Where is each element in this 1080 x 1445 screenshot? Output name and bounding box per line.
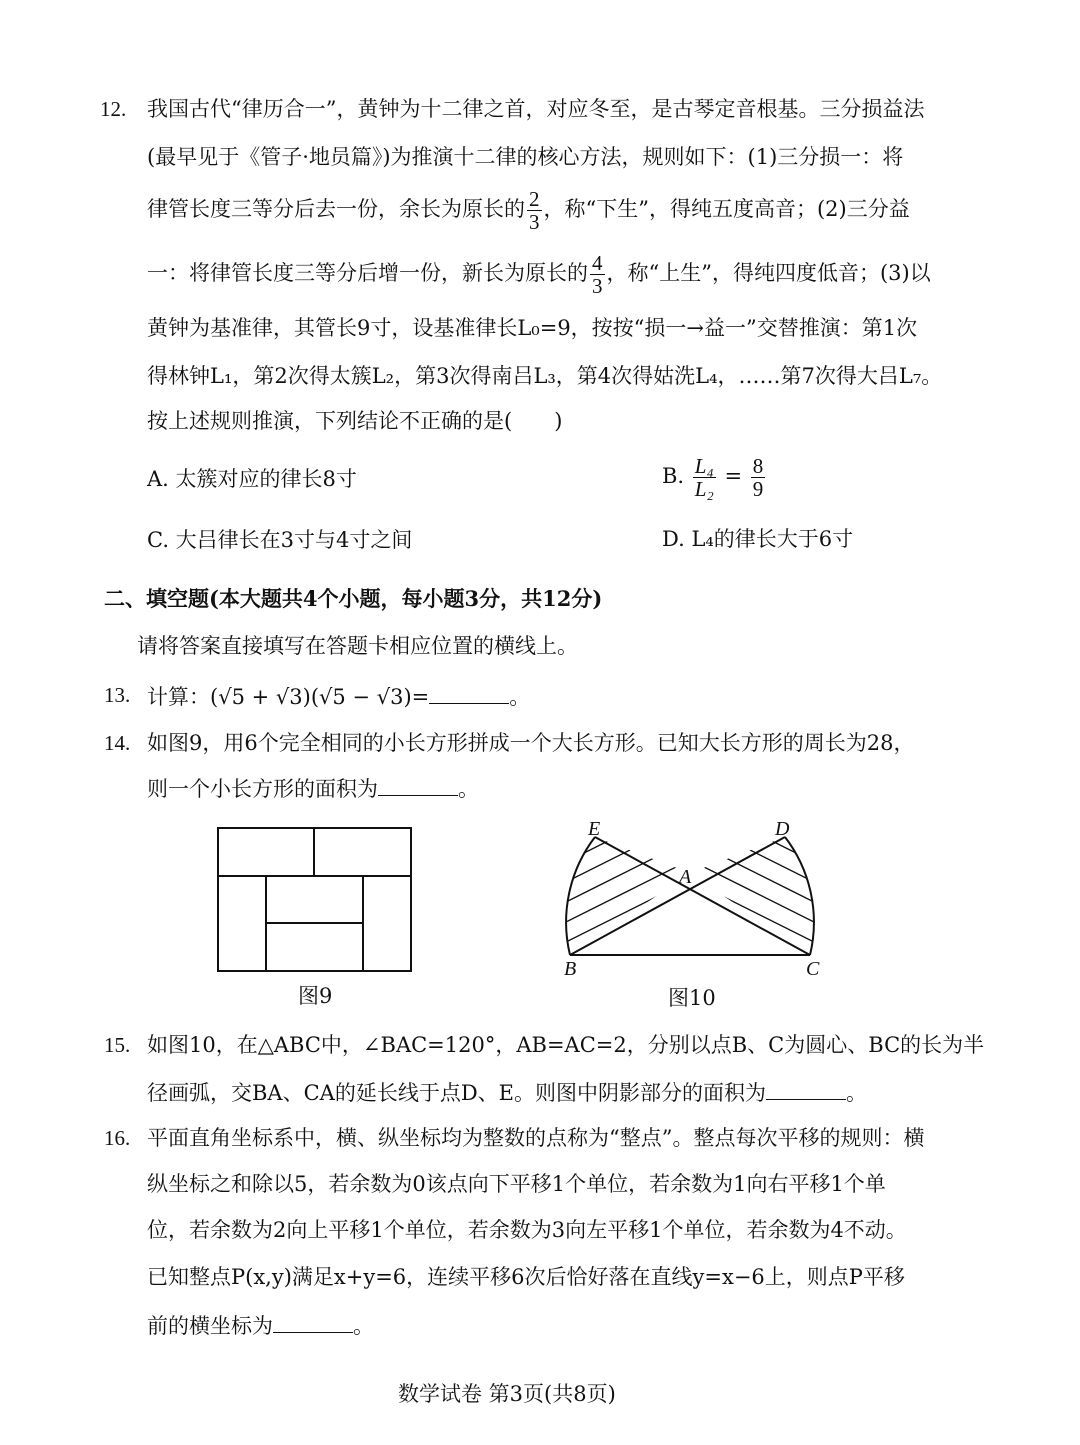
question-text-line: 位，若余数为2向上平移1个单位，若余数为3向左平移1个单位，若余数为4不动。 — [147, 1218, 907, 1242]
label-e: E — [588, 818, 601, 840]
figure-10 — [540, 815, 840, 985]
question-text-line: 如图10，在△ABC中，∠BAC=120°，AB=AC=2，分别以点B、C为圆心、BC的长为半 — [147, 1033, 985, 1057]
option-b — [662, 453, 767, 500]
text-segment: 前的横坐标为 — [147, 1314, 273, 1338]
text-segment: 。 — [509, 685, 531, 709]
label-b: B — [564, 958, 577, 980]
text-segment: 计算：(√5 + √3)(√5 − √3)= — [147, 685, 430, 709]
fraction — [693, 455, 716, 500]
page-footer: 数学试卷 第3页(共8页) — [398, 1382, 616, 1406]
question-text-line — [147, 186, 910, 233]
fraction-denominator: L₂ — [694, 477, 714, 501]
fraction-denominator: 3 — [529, 210, 540, 234]
question-number: 12. — [100, 97, 127, 121]
fraction-numerator: 4 — [592, 250, 603, 275]
text-segment: 律管长度三等分后去一份，余长为原长的 — [147, 197, 525, 221]
question-text-line — [147, 1081, 867, 1104]
question-text-line: 黄钟为基准律，其管长9寸，设基准律长L₀=9，按按“损一→益一”交替推演：第1次 — [147, 316, 918, 340]
option-c: C. 大吕律长在3寸与4寸之间 — [147, 528, 413, 552]
text-segment: ，称“上生”，得纯四度低音；(3)以 — [606, 261, 931, 285]
question-number: 14. — [104, 731, 131, 755]
question-text-line: 纵坐标之和除以5，若余数为0该点向下平移1个单位，若余数为1向右平移1个单 — [147, 1172, 886, 1196]
fraction-denominator: 3 — [592, 274, 603, 298]
fraction-numerator: 2 — [529, 186, 540, 211]
fraction-denominator: 9 — [752, 477, 764, 501]
question-text-line: 如图9，用6个完全相同的小长方形拼成一个大长方形。已知大长方形的周长为28， — [147, 731, 915, 755]
option-a: A. 太簇对应的律长8寸 — [147, 467, 357, 491]
question-text-line: 平面直角坐标系中，横、纵坐标均为整数的点称为“整点”。整点每次平移的规则：横 — [147, 1126, 925, 1150]
text-segment: 。 — [846, 1081, 867, 1105]
option-label: B. — [662, 464, 685, 488]
answer-blank — [378, 777, 458, 796]
fraction — [751, 455, 766, 500]
equals-sign: = — [724, 464, 743, 488]
arc-left — [566, 837, 595, 955]
text-segment: 。 — [458, 777, 479, 801]
question-text-line — [147, 685, 530, 708]
label-d: D — [775, 818, 790, 840]
question-text-line: 得林钟L₁，第2次得太簇L₂，第3次得南吕L₃，第4次得姑洗L₄，……第7次得大吕L₇。 — [147, 364, 943, 388]
fraction-numerator: 8 — [752, 453, 764, 478]
answer-blank — [766, 1081, 846, 1100]
label-a: A — [679, 866, 692, 888]
fraction — [527, 188, 542, 233]
text-segment: 径画弧，交BA、CA的延长线于点D、E。则图中阴影部分的面积为 — [147, 1081, 766, 1105]
figure-9 — [210, 820, 420, 980]
label-c: C — [806, 958, 820, 980]
question-text-line — [147, 777, 479, 800]
question-text-line: 我国古代“律历合一”，黄钟为十二律之首，对应冬至，是古琴定音根基。三分损益法 — [147, 97, 925, 121]
text-segment: ，称“下生”，得纯五度高音；(2)三分益 — [543, 197, 910, 221]
question-number: 15. — [104, 1033, 131, 1057]
question-number: 13. — [104, 683, 131, 707]
fraction-numerator: L₄ — [694, 453, 714, 478]
question-text-line — [147, 250, 931, 297]
question-number: 16. — [104, 1126, 131, 1150]
figure-10-caption: 图10 — [668, 986, 716, 1010]
segment-ce — [595, 837, 810, 955]
question-text-line: 已知整点P(x,y)满足x+y=6，连续平移6次后恰好落在直线y=x−6上，则点P平移 — [147, 1265, 905, 1289]
question-text-line: 按上述规则推演，下列结论不正确的是( ) — [147, 409, 563, 433]
option-d: D. L₄的律长大于6寸 — [662, 527, 854, 551]
text-segment: 一：将律管长度三等分后增一份，新长为原长的 — [147, 261, 588, 285]
arc-right — [785, 837, 814, 955]
question-text-line — [147, 1314, 374, 1337]
fraction — [590, 252, 605, 297]
text-segment: 则一个小长方形的面积为 — [147, 777, 378, 801]
section-instruction: 请将答案直接填写在答题卡相应位置的横线上。 — [137, 634, 578, 658]
section-heading: 二、填空题(本大题共4个小题，每小题3分，共12分) — [104, 586, 603, 611]
answer-blank — [429, 685, 509, 704]
text-segment: 。 — [353, 1314, 374, 1338]
question-text-line: (最早见于《管子·地员篇》)为推演十二律的核心方法，规则如下：(1)三分损一：将 — [147, 145, 904, 169]
figure-9-caption: 图9 — [298, 984, 333, 1008]
segment-bd — [570, 837, 785, 955]
answer-blank — [273, 1314, 353, 1333]
